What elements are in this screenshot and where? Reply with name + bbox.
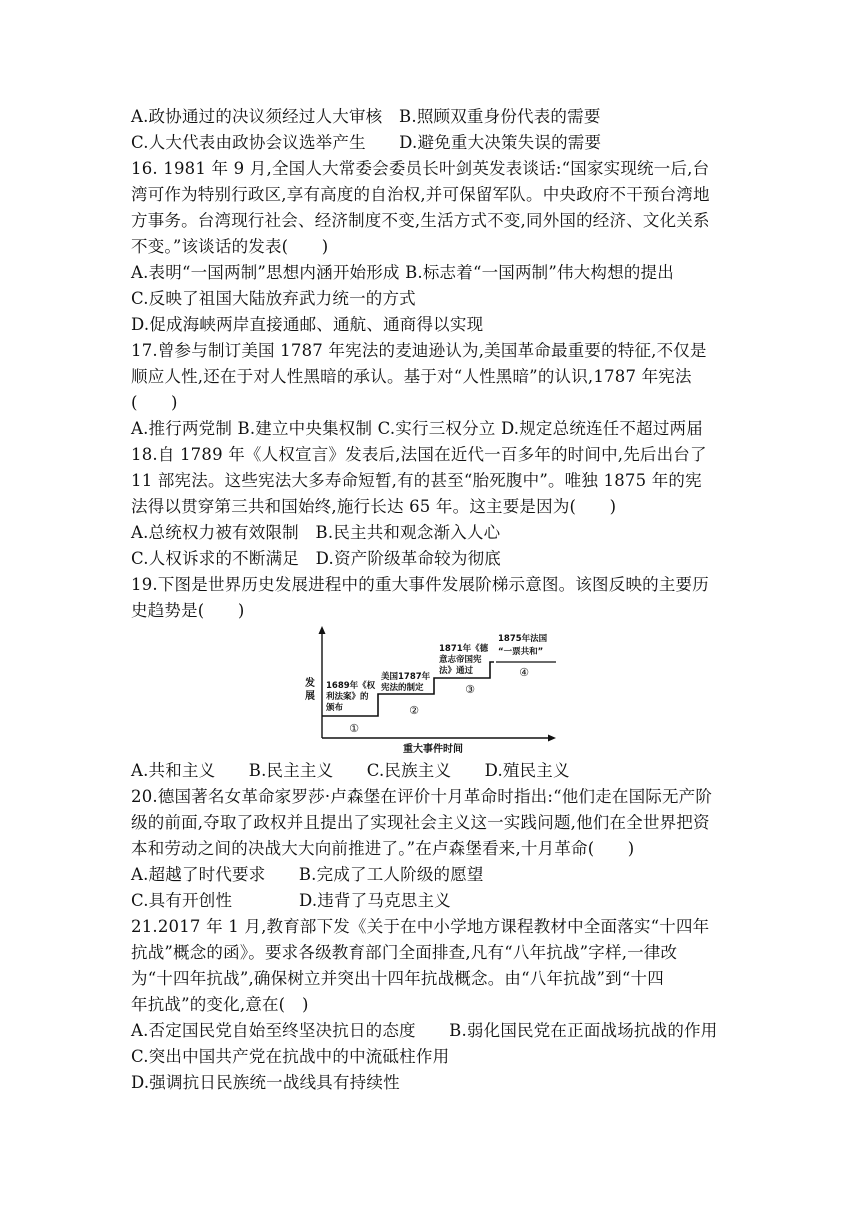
q19-stem-line: 史趋势是( ) [131,601,245,620]
x-axis-label: 重大事件时间 [403,744,463,755]
q16-option: D.促成海峡两岸直接通邮、通航、通商得以实现 [131,315,484,334]
q16-option: C.反映了祖国大陆放弃武力统一的方式 [131,289,416,308]
step-number: ③ [465,683,475,696]
step-label: 宪法的制定 [381,683,424,693]
q17-option: A.推行两党制 B.建立中央集权制 C.实行三权分立 D.规定总统连任不超过两届 [131,419,703,438]
q16-option: A.表明“一国两制”思想内涵开始形成 B.标志着“一国两制”伟大构想的提出 [131,263,674,282]
q18-option: A.总统权力被有效限制 B.民主共和观念渐入人心 [131,523,501,542]
q18-stem-line: 11 部宪法。这些宪法大多寿命短暂,有的甚至“胎死腹中”。唯独 1875 年的宪 [131,471,702,490]
step-label: 1689年《权 [326,681,376,691]
q17-stem-line: ( ) [131,393,178,412]
q21-stem-line: 为“十四年抗战”,确保树立并突出十四年抗战概念。由“八年抗战”到“十四 [131,969,664,988]
step-label: 颁布 [326,703,344,713]
q20-stem-line: 级的前面,夺取了政权并且提出了实现社会主义这一实践问题,他们在全世界把资 [131,813,710,832]
step-label: 1875年法国 [498,634,548,644]
q16-stem-line: 方事务。台湾现行社会、经济制度不变,生活方式不变,同外国的经济、文化关系 [131,211,710,230]
q17-stem-line: 17.曾参与制订美国 1787 年宪法的麦迪逊认为,美国革命最重要的特征,不仅是 [131,341,707,360]
q19-stem-line: 19.下图是世界历史发展进程中的重大事件发展阶梯示意图。该图反映的主要历 [131,575,709,594]
step-label: 法》通过 [439,666,474,676]
q15-options-ab: A.政协通过的决议须经过人大审核 B.照顾双重身份代表的需要 [131,107,601,126]
step-label: 美国1787年 [381,672,431,682]
step-label: 利法案》的 [326,692,369,702]
q20-stem-line: 本和劳动之间的决战大大向前推进了。”在卢森堡看来,十月革命( ) [131,839,635,858]
q21-option: D.强调抗日民族统一战线具有持续性 [131,1073,400,1092]
x-axis-arrow [548,735,556,742]
q21-option: C.突出中国共产党在抗战中的中流砥柱作用 [131,1047,450,1066]
step-label: 1871年《德 [439,644,489,654]
q17-stem-line: 顺应人性,还在于对人性黑暗的承认。基于对“人性黑暗”的认识,1787 年宪法 [131,367,692,386]
y-axis-label: 发 [305,678,315,689]
q16-stem-line: 16. 1981 年 9 月,全国人大常委会委员长叶剑英发表谈话:“国家实现统一后,台 [131,159,710,178]
q18-option: C.人权诉求的不断满足 D.资产阶级革命较为彻底 [131,549,501,568]
q20-stem-line: 20.德国著名女革命家罗莎·卢森堡在评价十月革命时指出:“他们走在国际无产阶 [131,787,713,806]
q20-option: C.具有开创性 D.违背了马克思主义 [131,891,451,910]
step-number: ① [349,722,359,735]
step-label: “一票共和” [498,647,544,657]
q20-option: A.超越了时代要求 B.完成了工人阶级的愿望 [131,865,484,884]
step-number: ④ [519,666,529,679]
step-diagram [300,624,560,760]
step-number: ② [409,704,419,717]
q18-stem-line: 18.自 1789 年《人权宣言》发表后,法国在近代一百多年的时间中,先后出台了 [131,445,707,464]
y-axis-label: 展 [305,691,315,702]
q18-stem-line: 法得以贯穿第三共和国始终,施行长达 65 年。这主要是因为( ) [131,497,617,516]
q21-stem-line: 抗战”概念的函》。要求各级教育部门全面排查,凡有“八年抗战”字样,一律改 [131,943,678,962]
y-axis-arrow [319,626,326,634]
q21-stem-line: 21.2017 年 1 月,教育部下发《关于在中小学地方课程教材中全面落实“十四年 [131,917,710,936]
q21-stem-line: 年抗战”的变化,意在( ) [131,995,309,1014]
q16-stem-line: 湾可作为特别行政区,享有高度的自治权,并可保留军队。中央政府不干预台湾地 [131,185,710,204]
step-label: 意志帝国宪 [439,655,482,665]
q15-options-cd: C.人大代表由政协会议选举产生 D.避免重大决策失误的需要 [131,133,602,152]
q16-stem-line: 不变。”该谈话的发表( ) [131,237,329,256]
q19-option: A.共和主义 B.民主主义 C.民族主义 D.殖民主义 [131,761,570,780]
q21-option: A.否定国民党自始至终坚决抗日的态度 B.弱化国民党在正面战场抗战的作用 [131,1021,718,1040]
